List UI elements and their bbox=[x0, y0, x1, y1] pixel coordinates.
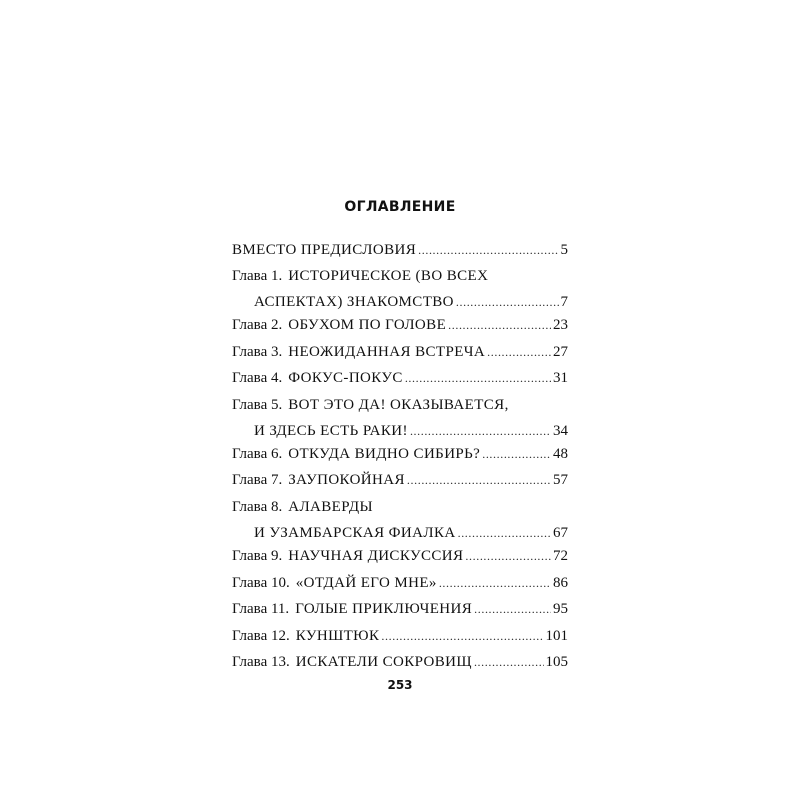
toc-entry[interactable] bbox=[232, 241, 568, 267]
toc-entry-line bbox=[232, 241, 568, 267]
toc-entry[interactable] bbox=[232, 316, 568, 342]
page-number: 253 bbox=[387, 678, 413, 692]
toc-entry[interactable] bbox=[232, 445, 568, 471]
chapter-number: Глава 7. bbox=[232, 472, 283, 488]
chapter-number: Глава 2. bbox=[232, 317, 283, 333]
toc-entry[interactable] bbox=[232, 396, 568, 448]
chapter-title: ФОКУС-ПОКУС bbox=[288, 370, 403, 386]
chapter-page-number: 101 bbox=[545, 628, 568, 644]
chapter-page-number: 27 bbox=[553, 344, 568, 360]
chapter-page-number: 67 bbox=[553, 525, 568, 541]
toc-entry-line bbox=[232, 316, 568, 342]
chapter-page-number: 48 bbox=[553, 446, 568, 462]
chapter-title: ЗАУПОКОЙНАЯ bbox=[288, 472, 405, 488]
chapter-title: ВОТ ЭТО ДА! ОКАЗЫВАЕТСЯ, bbox=[288, 397, 509, 413]
chapter-title-continued: И ЗДЕСЬ ЕСТЬ РАКИ! bbox=[254, 423, 408, 439]
toc-entry-line bbox=[232, 396, 568, 422]
toc-entry-line bbox=[232, 471, 568, 497]
chapter-title-continued: АСПЕКТАХ) ЗНАКОМСТВО bbox=[254, 294, 454, 310]
chapter-page-number: 86 bbox=[553, 575, 568, 591]
chapter-number: Глава 10. bbox=[232, 575, 290, 591]
chapter-title: КУНШТЮК bbox=[295, 628, 380, 644]
toc-entry[interactable] bbox=[232, 471, 568, 497]
chapter-page-number: 31 bbox=[553, 370, 568, 386]
chapter-page-number: 5 bbox=[560, 242, 568, 258]
chapter-title: НЕОЖИДАННАЯ ВСТРЕЧА bbox=[288, 344, 486, 360]
dot-leader bbox=[410, 422, 551, 440]
chapter-title: ИСТОРИЧЕСКОЕ (ВО ВСЕХ bbox=[288, 268, 489, 284]
chapter-title: ВМЕСТО ПРЕДИСЛОВИЯ bbox=[232, 242, 417, 258]
toc-entry-line bbox=[232, 369, 568, 395]
chapter-title: «ОТДАЙ ЕГО МНЕ» bbox=[295, 575, 437, 591]
chapter-title: ГОЛЫЕ ПРИКЛЮЧЕНИЯ bbox=[295, 601, 473, 617]
page-title: ОГЛАВЛЕНИЕ bbox=[344, 199, 456, 215]
toc-entry[interactable] bbox=[232, 343, 568, 369]
toc-entry[interactable] bbox=[232, 653, 568, 679]
dot-leader bbox=[381, 627, 543, 645]
toc-entry-line bbox=[232, 267, 568, 293]
dot-leader bbox=[458, 524, 551, 542]
dot-leader bbox=[448, 316, 551, 334]
chapter-page-number: 23 bbox=[553, 317, 568, 333]
toc-entry-line bbox=[232, 653, 568, 679]
toc-entry[interactable] bbox=[232, 267, 568, 319]
toc-entry[interactable] bbox=[232, 498, 568, 550]
chapter-page-number: 95 bbox=[553, 601, 568, 617]
chapter-number: Глава 6. bbox=[232, 446, 283, 462]
dot-leader bbox=[439, 574, 551, 592]
dot-leader bbox=[456, 293, 559, 311]
toc-entry-line bbox=[232, 574, 568, 600]
chapter-title: ИСКАТЕЛИ СОКРОВИЩ bbox=[295, 654, 472, 670]
dot-leader bbox=[465, 547, 551, 565]
chapter-title: НАУЧНАЯ ДИСКУССИЯ bbox=[288, 548, 464, 564]
chapter-number: Глава 1. bbox=[232, 268, 283, 284]
chapter-title: ОТКУДА ВИДНО СИБИРЬ? bbox=[288, 446, 481, 462]
dot-leader bbox=[418, 241, 558, 259]
toc-entry-line bbox=[232, 498, 568, 524]
toc-entry[interactable] bbox=[232, 600, 568, 626]
dot-leader bbox=[407, 471, 551, 489]
chapter-title: АЛАВЕРДЫ bbox=[288, 499, 373, 515]
toc-entry-line bbox=[232, 547, 568, 573]
chapter-page-number: 105 bbox=[545, 654, 568, 670]
toc-entry-line bbox=[232, 600, 568, 626]
chapter-number: Глава 13. bbox=[232, 654, 290, 670]
toc-entry-line bbox=[232, 445, 568, 471]
dot-leader bbox=[474, 600, 551, 618]
chapter-number: Глава 5. bbox=[232, 397, 283, 413]
dot-leader bbox=[474, 653, 544, 671]
chapter-number: Глава 9. bbox=[232, 548, 283, 564]
chapter-page-number: 72 bbox=[553, 548, 568, 564]
chapter-page-number: 7 bbox=[560, 294, 568, 310]
toc-entry[interactable] bbox=[232, 369, 568, 395]
chapter-number: Глава 12. bbox=[232, 628, 290, 644]
chapter-number: Глава 3. bbox=[232, 344, 283, 360]
dot-leader bbox=[405, 369, 551, 387]
toc-entry[interactable] bbox=[232, 574, 568, 600]
chapter-number: Глава 8. bbox=[232, 499, 283, 515]
dot-leader bbox=[482, 445, 551, 463]
toc-entry-line bbox=[232, 343, 568, 369]
chapter-title: ОБУХОМ ПО ГОЛОВЕ bbox=[288, 317, 447, 333]
dot-leader bbox=[487, 343, 551, 361]
chapter-number: Глава 4. bbox=[232, 370, 283, 386]
toc-entry[interactable] bbox=[232, 627, 568, 653]
chapter-title-continued: И УЗАМБАРСКАЯ ФИАЛКА bbox=[254, 525, 456, 541]
chapter-number: Глава 11. bbox=[232, 601, 290, 617]
toc-entry-line bbox=[232, 627, 568, 653]
chapter-page-number: 34 bbox=[553, 423, 568, 439]
toc-entry[interactable] bbox=[232, 547, 568, 573]
chapter-page-number: 57 bbox=[553, 472, 568, 488]
